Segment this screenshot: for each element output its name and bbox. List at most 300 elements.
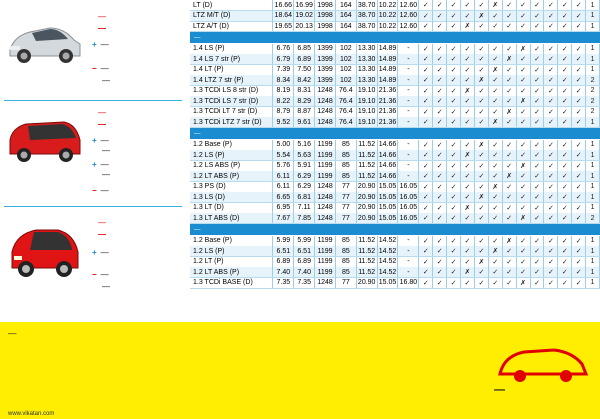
- spec-value: 77: [336, 192, 357, 202]
- spec-value: 6.89: [273, 257, 294, 267]
- feature-check-icon: ✓: [503, 192, 517, 202]
- airbag-count: 1: [586, 246, 600, 256]
- spec-value: -: [398, 236, 419, 246]
- feature-check-icon: ✓: [503, 267, 517, 277]
- feature-check-icon: ✓: [461, 140, 475, 150]
- feature-check-icon: ✓: [531, 192, 545, 202]
- feature-check-icon: ✓: [572, 96, 586, 106]
- feature-check-icon: ✓: [572, 54, 586, 64]
- feature-check-icon: ✓: [544, 107, 558, 117]
- feature-check-icon: ✗: [489, 182, 503, 192]
- feature-check-icon: ✓: [544, 236, 558, 246]
- feature-check-icon: ✗: [503, 236, 517, 246]
- airbag-count: 1: [586, 44, 600, 54]
- feature-check-icon: ✓: [517, 117, 531, 127]
- spec-value: 8.87: [294, 107, 315, 117]
- feature-check-icon: ✓: [517, 86, 531, 96]
- feature-check-icon: ✗: [503, 54, 517, 64]
- variant-name: 1.3 LT ABS (D): [190, 213, 273, 223]
- feature-check-icon: ✓: [517, 182, 531, 192]
- variant-name: 1.3 TCDi LS 7 str (D): [190, 96, 273, 106]
- feature-check-icon: ✓: [475, 267, 489, 277]
- spec-value: 164: [336, 0, 357, 10]
- minus-icon: −: [92, 186, 97, 195]
- variant-name: 1.2 LS (P): [190, 246, 273, 256]
- feature-check-icon: ✓: [531, 96, 545, 106]
- spec-value: 8.79: [273, 107, 294, 117]
- spec-value: 20.90: [357, 192, 378, 202]
- airbag-count: 1: [586, 21, 600, 31]
- feature-check-icon: ✓: [475, 86, 489, 96]
- feature-check-icon: ✓: [433, 161, 447, 171]
- spec-value: -: [398, 150, 419, 160]
- spec-value: 1199: [315, 236, 336, 246]
- variant-name: 1.3 LS (D): [190, 192, 273, 202]
- variant-name: 1.2 Base (P): [190, 140, 273, 150]
- spec-value: 14.66: [378, 171, 399, 181]
- feature-check-icon: ✓: [461, 278, 475, 288]
- spec-value: 12.60: [398, 0, 419, 10]
- feature-check-icon: ✗: [517, 278, 531, 288]
- spec-value: 76.4: [336, 96, 357, 106]
- spec-value: 6.81: [294, 192, 315, 202]
- feature-check-icon: ✓: [531, 213, 545, 223]
- feature-check-icon: ✓: [419, 96, 433, 106]
- feature-check-icon: ✓: [419, 65, 433, 75]
- table-row: [190, 236, 600, 247]
- feature-check-icon: ✓: [475, 0, 489, 10]
- car-profile-2: [0, 102, 186, 206]
- spec-value: 1199: [315, 140, 336, 150]
- feature-check-icon: ✓: [544, 182, 558, 192]
- feature-check-icon: ✓: [558, 192, 572, 202]
- feature-check-icon: ✓: [572, 21, 586, 31]
- feature-check-icon: ✓: [447, 54, 461, 64]
- feature-check-icon: ✓: [475, 65, 489, 75]
- feature-check-icon: ✗: [517, 44, 531, 54]
- spec-value: 5.63: [294, 150, 315, 160]
- feature-check-icon: ✓: [572, 182, 586, 192]
- feature-check-icon: ✓: [475, 150, 489, 160]
- spec-value: 19.10: [357, 86, 378, 96]
- spec-value: 15.05: [378, 203, 399, 213]
- spec-value: 10.22: [378, 0, 399, 10]
- feature-check-icon: ✓: [489, 203, 503, 213]
- feature-check-icon: ✓: [489, 107, 503, 117]
- spec-value: 5.00: [273, 140, 294, 150]
- feature-check-icon: ✓: [447, 21, 461, 31]
- feature-check-icon: ✓: [558, 140, 572, 150]
- feature-check-icon: ✓: [544, 192, 558, 202]
- feature-check-icon: ✓: [531, 117, 545, 127]
- feature-check-icon: ✓: [531, 21, 545, 31]
- car-image-cruze: [6, 14, 84, 70]
- feature-check-icon: ✓: [475, 117, 489, 127]
- feature-check-icon: ✗: [475, 11, 489, 21]
- spec-value: 5.16: [294, 140, 315, 150]
- feature-check-icon: ✓: [531, 75, 545, 85]
- feature-check-icon: ✓: [419, 54, 433, 64]
- variant-name: LT (D): [190, 0, 273, 10]
- spec-value: 14.89: [378, 44, 399, 54]
- spec-value: 1399: [315, 54, 336, 64]
- feature-check-icon: ✓: [531, 161, 545, 171]
- feature-check-icon: ✓: [475, 246, 489, 256]
- feature-check-icon: ✓: [558, 203, 572, 213]
- table-row: [190, 213, 600, 224]
- feature-check-icon: ✗: [475, 75, 489, 85]
- variant-name: 1.2 LS (P): [190, 150, 273, 160]
- feature-check-icon: ✓: [531, 182, 545, 192]
- spec-value: 1199: [315, 161, 336, 171]
- separator: [4, 100, 182, 101]
- airbag-count: 1: [586, 192, 600, 202]
- airbag-count: 1: [586, 171, 600, 181]
- table-row: [190, 21, 600, 32]
- feature-check-icon: ✓: [517, 0, 531, 10]
- car-pro-1: + —: [92, 136, 109, 145]
- airbag-count: 1: [586, 54, 600, 64]
- spec-value: 38.70: [357, 21, 378, 31]
- spec-value: 16.99: [294, 0, 315, 10]
- spec-table: [190, 0, 600, 318]
- advice-text: —: [8, 328, 17, 338]
- feature-check-icon: ✓: [447, 75, 461, 85]
- feature-check-icon: ✓: [447, 192, 461, 202]
- feature-check-icon: ✓: [461, 107, 475, 117]
- spec-value: 15.05: [378, 278, 399, 288]
- spec-value: 8.34: [273, 75, 294, 85]
- feature-check-icon: ✓: [503, 182, 517, 192]
- spec-value: 1399: [315, 44, 336, 54]
- table-row: [190, 171, 600, 182]
- feature-check-icon: ✓: [433, 150, 447, 160]
- feature-check-icon: ✓: [447, 150, 461, 160]
- variant-name: 1.2 LT ABS (P): [190, 171, 273, 181]
- spec-value: 85: [336, 140, 357, 150]
- feature-check-icon: ✓: [531, 0, 545, 10]
- spec-value: 85: [336, 267, 357, 277]
- feature-check-icon: ✓: [461, 182, 475, 192]
- feature-check-icon: ✓: [572, 192, 586, 202]
- spec-value: 1199: [315, 246, 336, 256]
- spec-value: 11.52: [357, 246, 378, 256]
- advice-banner: [0, 322, 600, 419]
- feature-check-icon: ✓: [461, 213, 475, 223]
- spec-value: 1399: [315, 75, 336, 85]
- feature-check-icon: ✓: [433, 107, 447, 117]
- feature-check-icon: ✓: [419, 140, 433, 150]
- spec-value: 1998: [315, 21, 336, 31]
- feature-check-icon: ✓: [433, 171, 447, 181]
- feature-check-icon: ✓: [475, 213, 489, 223]
- table-row: [190, 107, 600, 118]
- feature-check-icon: ✓: [489, 236, 503, 246]
- variant-name: 1.3 TCDi LS 8 str (D): [190, 86, 273, 96]
- spec-value: 16.05: [398, 192, 419, 202]
- feature-check-icon: ✓: [544, 140, 558, 150]
- feature-check-icon: ✓: [433, 213, 447, 223]
- feature-check-icon: ✓: [419, 11, 433, 21]
- variant-name: 1.2 LT ABS (P): [190, 267, 273, 277]
- variant-name: 1.4 LT (P): [190, 65, 273, 75]
- feature-check-icon: ✓: [447, 0, 461, 10]
- spec-value: 102: [336, 54, 357, 64]
- feature-check-icon: ✓: [461, 236, 475, 246]
- car-image-spark: [6, 222, 84, 282]
- plus-icon: +: [92, 160, 97, 169]
- feature-check-icon: ✓: [531, 171, 545, 181]
- feature-check-icon: ✓: [544, 171, 558, 181]
- feature-check-icon: ✓: [419, 107, 433, 117]
- feature-check-icon: ✓: [447, 278, 461, 288]
- feature-check-icon: ✓: [503, 246, 517, 256]
- feature-check-icon: ✓: [544, 86, 558, 96]
- spec-value: 85: [336, 171, 357, 181]
- feature-check-icon: ✓: [433, 117, 447, 127]
- feature-check-icon: ✓: [447, 117, 461, 127]
- table-row: [190, 65, 600, 76]
- variant-name: 1.4 LS (P): [190, 44, 273, 54]
- feature-check-icon: ✓: [572, 44, 586, 54]
- spec-value: 6.65: [273, 192, 294, 202]
- car-brand: —: [98, 12, 106, 21]
- feature-check-icon: ✓: [544, 267, 558, 277]
- feature-check-icon: ✓: [503, 65, 517, 75]
- feature-check-icon: ✓: [433, 0, 447, 10]
- spec-value: 16.05: [398, 213, 419, 223]
- spec-value: 14.66: [378, 140, 399, 150]
- spec-value: 164: [336, 21, 357, 31]
- spec-value: 102: [336, 65, 357, 75]
- feature-check-icon: ✓: [489, 192, 503, 202]
- spec-value: 13.30: [357, 65, 378, 75]
- feature-check-icon: ✓: [503, 161, 517, 171]
- spec-value: 6.29: [294, 182, 315, 192]
- feature-check-icon: ✓: [517, 192, 531, 202]
- feature-check-icon: ✓: [475, 236, 489, 246]
- feature-check-icon: ✓: [572, 11, 586, 21]
- feature-check-icon: ✓: [544, 213, 558, 223]
- spec-value: 10.22: [378, 11, 399, 21]
- feature-check-icon: ✓: [433, 21, 447, 31]
- spec-value: 16.80: [398, 278, 419, 288]
- feature-check-icon: ✓: [531, 150, 545, 160]
- feature-check-icon: ✓: [419, 44, 433, 54]
- feature-check-icon: ✓: [558, 278, 572, 288]
- feature-check-icon: ✗: [475, 192, 489, 202]
- feature-check-icon: ✓: [489, 171, 503, 181]
- feature-check-icon: ✓: [531, 236, 545, 246]
- spec-value: 7.35: [273, 278, 294, 288]
- spec-value: 77: [336, 278, 357, 288]
- feature-check-icon: ✓: [517, 267, 531, 277]
- spec-value: 11.52: [357, 171, 378, 181]
- feature-check-icon: ✓: [503, 44, 517, 54]
- spec-value: -: [398, 44, 419, 54]
- feature-check-icon: ✓: [517, 203, 531, 213]
- spec-value: 5.99: [273, 236, 294, 246]
- feature-check-icon: ✓: [503, 96, 517, 106]
- table-row: [190, 182, 600, 193]
- car-model: —: [98, 120, 106, 129]
- spec-value: 1248: [315, 86, 336, 96]
- spec-value: 16.66: [273, 0, 294, 10]
- car-pro-3: + —: [92, 160, 109, 169]
- feature-check-icon: ✓: [558, 213, 572, 223]
- spec-value: 6.95: [273, 203, 294, 213]
- feature-check-icon: ✓: [447, 171, 461, 181]
- spec-value: 21.36: [378, 86, 399, 96]
- table-row: [190, 11, 600, 22]
- spec-value: 1248: [315, 192, 336, 202]
- spec-value: 7.85: [294, 213, 315, 223]
- variant-name: 1.3 TCDi LT 7 str (D): [190, 107, 273, 117]
- feature-check-icon: ✓: [544, 11, 558, 21]
- airbag-count: 1: [586, 11, 600, 21]
- spec-value: 19.10: [357, 107, 378, 117]
- feature-check-icon: ✓: [558, 150, 572, 160]
- feature-check-icon: ✓: [572, 171, 586, 181]
- feature-check-icon: ✓: [461, 54, 475, 64]
- feature-check-icon: ✗: [503, 171, 517, 181]
- feature-check-icon: ✓: [489, 267, 503, 277]
- feature-check-icon: ✓: [558, 44, 572, 54]
- car-logo-icon: [490, 340, 594, 386]
- car-pro-2: —: [102, 146, 110, 155]
- minus-icon: −: [92, 64, 97, 73]
- car-model: —: [98, 24, 106, 33]
- spec-value: 11.52: [357, 150, 378, 160]
- spec-value: 5.99: [294, 236, 315, 246]
- car-pro-1: + —: [92, 40, 109, 49]
- airbag-count: 1: [586, 117, 600, 127]
- spec-value: 14.89: [378, 65, 399, 75]
- feature-check-icon: ✓: [419, 182, 433, 192]
- feature-check-icon: ✓: [475, 54, 489, 64]
- spec-value: 13.30: [357, 75, 378, 85]
- spec-value: -: [398, 171, 419, 181]
- feature-check-icon: ✓: [572, 117, 586, 127]
- car-model: —: [98, 230, 106, 239]
- airbag-count: 1: [586, 267, 600, 277]
- car-con-1: − —: [92, 270, 109, 279]
- feature-check-icon: ✓: [572, 0, 586, 10]
- feature-check-icon: ✓: [461, 246, 475, 256]
- car-pro-4: —: [102, 170, 110, 179]
- feature-check-icon: ✓: [572, 203, 586, 213]
- spec-value: 11.52: [357, 267, 378, 277]
- spec-value: 16.05: [398, 203, 419, 213]
- feature-check-icon: ✓: [558, 75, 572, 85]
- spec-value: 21.36: [378, 117, 399, 127]
- feature-check-icon: ✗: [461, 86, 475, 96]
- feature-check-icon: ✓: [531, 257, 545, 267]
- feature-check-icon: ✓: [558, 182, 572, 192]
- feature-check-icon: ✓: [558, 0, 572, 10]
- spec-value: 76.4: [336, 107, 357, 117]
- feature-check-icon: ✓: [447, 107, 461, 117]
- feature-check-icon: ✓: [572, 75, 586, 85]
- spec-value: 7.39: [273, 65, 294, 75]
- airbag-count: 2: [586, 96, 600, 106]
- variant-name: 1.4 LTZ 7 str (P): [190, 75, 273, 85]
- spec-value: 6.11: [273, 182, 294, 192]
- feature-check-icon: ✓: [572, 246, 586, 256]
- spec-value: 1399: [315, 65, 336, 75]
- feature-check-icon: ✓: [475, 21, 489, 31]
- spec-value: 14.89: [378, 75, 399, 85]
- feature-check-icon: ✓: [447, 246, 461, 256]
- spec-value: 8.31: [294, 86, 315, 96]
- spec-value: 8.29: [294, 96, 315, 106]
- feature-check-icon: ✓: [517, 257, 531, 267]
- feature-check-icon: ✓: [544, 278, 558, 288]
- feature-check-icon: ✓: [461, 0, 475, 10]
- feature-check-icon: ✓: [433, 278, 447, 288]
- spec-value: 1248: [315, 203, 336, 213]
- feature-check-icon: ✓: [475, 107, 489, 117]
- feature-check-icon: ✓: [419, 21, 433, 31]
- airbag-count: 1: [586, 140, 600, 150]
- feature-check-icon: ✗: [461, 203, 475, 213]
- spec-value: 1998: [315, 0, 336, 10]
- feature-check-icon: ✓: [489, 140, 503, 150]
- feature-check-icon: ✓: [544, 21, 558, 31]
- plus-icon: +: [92, 136, 97, 145]
- feature-check-icon: ✓: [558, 11, 572, 21]
- table-row: [190, 246, 600, 257]
- spec-value: 1248: [315, 213, 336, 223]
- feature-check-icon: ✓: [489, 213, 503, 223]
- spec-value: 1248: [315, 117, 336, 127]
- feature-check-icon: ✓: [447, 267, 461, 277]
- variant-name: 1.3 PS (D): [190, 182, 273, 192]
- feature-check-icon: ✓: [558, 236, 572, 246]
- feature-check-icon: ✓: [531, 246, 545, 256]
- spec-value: 38.70: [357, 11, 378, 21]
- spec-value: -: [398, 117, 419, 127]
- feature-check-icon: ✓: [503, 75, 517, 85]
- spec-value: 7.35: [294, 278, 315, 288]
- spec-value: -: [398, 54, 419, 64]
- spec-value: -: [398, 75, 419, 85]
- feature-check-icon: ✓: [572, 86, 586, 96]
- feature-check-icon: ✓: [461, 65, 475, 75]
- feature-check-icon: ✓: [419, 267, 433, 277]
- spec-value: 85: [336, 150, 357, 160]
- feature-check-icon: ✓: [419, 246, 433, 256]
- feature-check-icon: ✓: [531, 278, 545, 288]
- feature-check-icon: ✓: [572, 161, 586, 171]
- feature-check-icon: ✓: [419, 161, 433, 171]
- variant-name: 1.2 Base (P): [190, 236, 273, 246]
- feature-check-icon: ✓: [517, 246, 531, 256]
- feature-check-icon: ✓: [433, 96, 447, 106]
- feature-check-icon: ✓: [572, 65, 586, 75]
- feature-check-icon: ✓: [544, 150, 558, 160]
- section-header-text: —: [194, 129, 201, 137]
- feature-check-icon: ✗: [475, 257, 489, 267]
- spec-value: 1248: [315, 96, 336, 106]
- feature-check-icon: ✗: [489, 65, 503, 75]
- airbag-count: 1: [586, 182, 600, 192]
- feature-check-icon: ✗: [517, 213, 531, 223]
- spec-value: 7.67: [273, 213, 294, 223]
- feature-check-icon: ✓: [531, 86, 545, 96]
- feature-check-icon: ✓: [544, 117, 558, 127]
- spec-value: 85: [336, 246, 357, 256]
